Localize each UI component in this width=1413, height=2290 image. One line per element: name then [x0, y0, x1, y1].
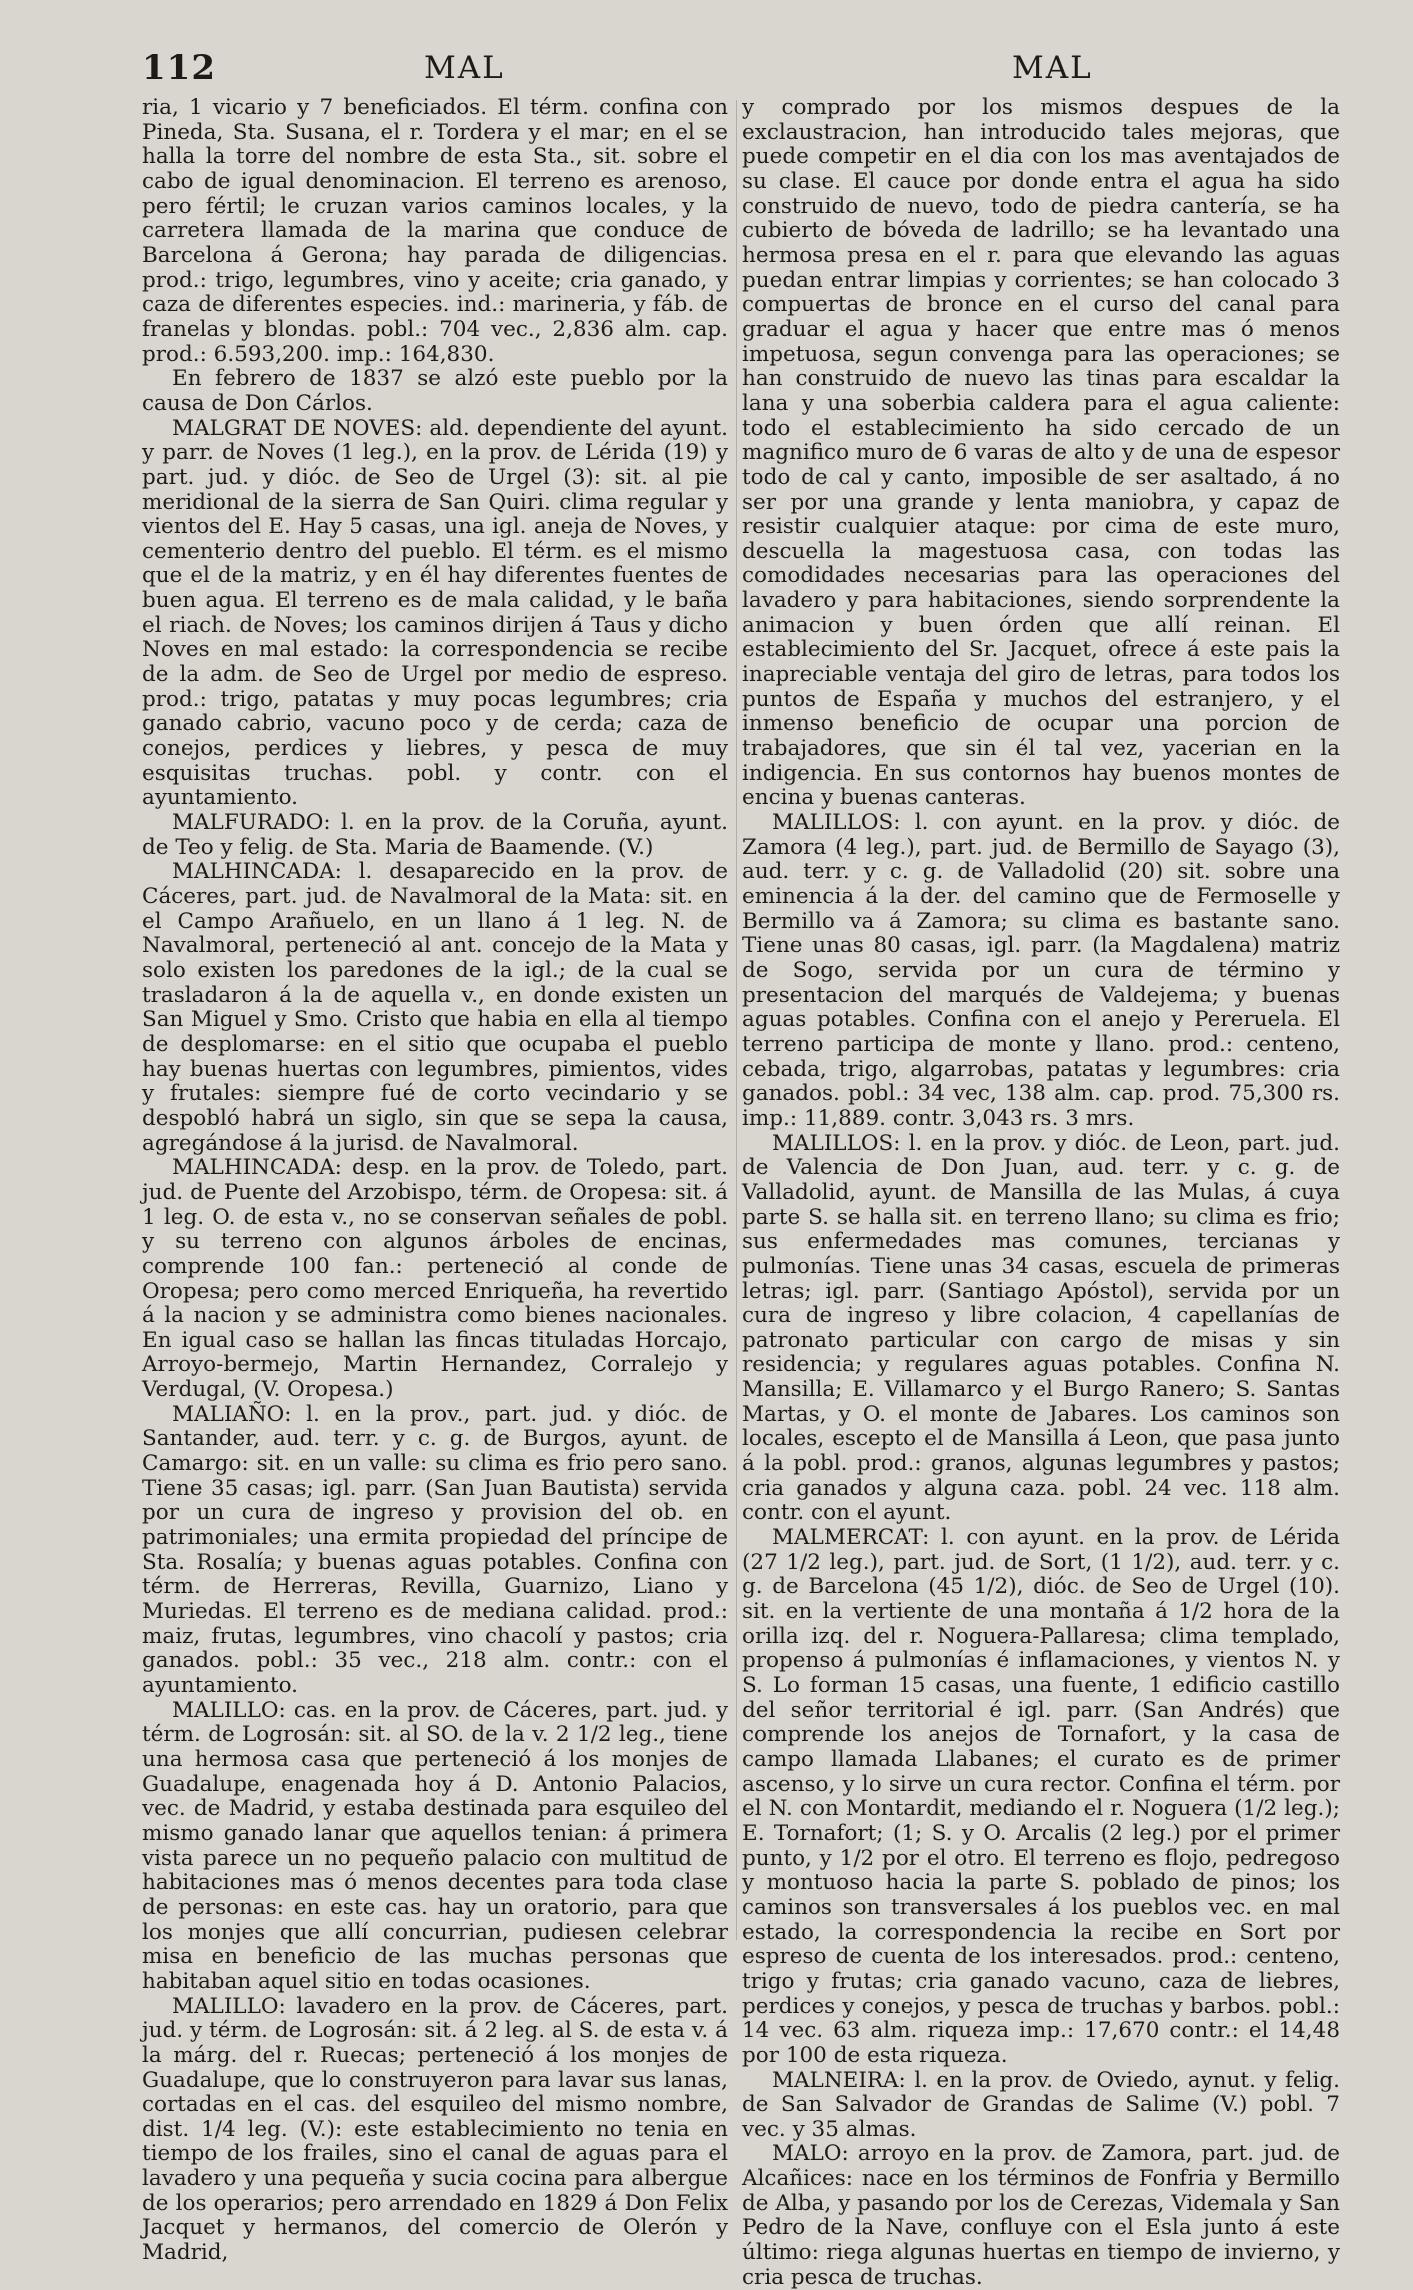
- page-header: [0, 48, 1413, 100]
- entry-paragraph: ria, 1 vicario y 7 beneficiados. El térm. confina con Pineda, Sta. Susana, el r. Tordera y el mar; en el se halla la torre del nombre de esta Sta., sit. sobre el cabo de igual denominacion. El terreno es arenoso, pero fértil; le cruzan varios caminos locales, y la carretera llamada de la marina que conduce de Barcelona á Gerona; hay parada de diligencias. prod.: trigo, legumbres, vino y aceite; cria ganado, y caza de diferentes especies. ind.: marineria, y fáb. de franelas y blondas. pobl.: 704 vec., 2,836 alm. cap. prod.: 6.593,200. imp.: 164,830.: [142, 95, 728, 367]
- right-column: [742, 96, 1340, 2290]
- running-headword-right: MAL: [1012, 50, 1093, 86]
- entry-paragraph: MALHINCADA: desp. en la prov. de Toledo, part. jud. de Puente del Arzobispo, térm. de Oropesa: sit. á 1 leg. O. de esta v., no se conservan señales de pobl. y su terreno con algunos árboles de encinas, comprende 100 fan.: perteneció al conde de Oropesa; pero como merced Enriqueña, ha revertido á la nacion y se administra como bienes nacionales. En igual caso se hallan las fincas tituladas Horcajo, Arroyo-bermejo, Martin Hernandez, Corralejo y Verdugal, (V. Oropesa.): [142, 1155, 728, 1403]
- column-divider: [736, 100, 737, 1940]
- entry-paragraph: MALILLOS: l. en la prov. y dióc. de Leon, part. jud. de Valencia de Don Juan, aud. terr. y c. g. de Valladolid, ayunt. de Mansilla de las Mulas, á cuya parte S. se halla sit. en terreno llano; su clima es frio; sus enfermedades mas comunes, tercianas y pulmonías. Tiene unas 34 casas, escuela de primeras letras; igl. parr. (Santiago Apóstol), servida por un cura de ingreso y libre colacion, 4 capellanías de patronato particular con cargo de misas y sin residencia; y regulares aguas potables. Confina N. Mansilla; E. Villamarco y el Burgo Ranero; S. Santas Martas, y O. el monte de Jabares. Los caminos son locales, escepto el de Mansilla á Leon, que pasa junto á la pobl. prod.: granos, algunas legumbres y pastos; cria ganados y alguna caza. pobl. 24 vec. 118 alm. contr. con el ayunt.: [742, 1130, 1340, 1526]
- entry-paragraph: MALMERCAT: l. con ayunt. en la prov. de Lérida (27 1/2 leg.), part. jud. de Sort, (1 1/2), aud. terr. y c. g. de Barcelona (45 1/2), dióc. de Seo de Urgel (10). sit. en la vertiente de una montaña á 1/2 hora de la orilla izq. del r. Noguera-Pallaresa; clima templado, propenso á pulmonías é inflamaciones, y vientos N. y S. Lo forman 15 casas, una fuente, 1 edificio castillo del señor territorial é igl. parr. (San Andrés) que comprende los anejos de Tornafort, y la casa de campo llamada Llabanes; el curato es de primer ascenso, y lo sirve un cura rector. Confina el térm. por el N. con Montardit, mediando el r. Noguera (1/2 leg.); E. Tornafort; (1; S. y O. Arcalis (2 leg.) por el primer punto, y 1/2 por el otro. El terreno es flojo, pedregoso y montuoso hacia la parte S. poblado de pinos; los caminos son transversales á los pueblos vec. en mal estado, la correspondencia la recibe en Sort por espreso de cuenta de los interesados. prod.: centeno, trigo y frutas; cria ganado vacuno, caza de liebres, perdices y conejos, y pesca de truchas y barbos. pobl.: 14 vec. 63 alm. riqueza imp.: 17,670 contr.: el 14,48 por 100 de esta riqueza.: [742, 1525, 1340, 2068]
- left-column: [142, 96, 728, 2266]
- entry-paragraph: MALO: arroyo en la prov. de Zamora, part. jud. de Alcañices: nace en los términos de Fonfria y Bermillo de Alba, y pasando por los de Cerezas, Videmala y San Pedro de la Nave, confluye con el Esla junto á este último: riega algunas huertas en tiempo de invierno, y cria pesca de truchas.: [742, 2141, 1340, 2290]
- entry-paragraph: MALILLOS: l. con ayunt. en la prov. y dióc. de Zamora (4 leg.), part. jud. de Bermillo de Sayago (3), aud. terr. y c. g. de Valladolid (20) sit. sobre una eminencia á la der. del camino que de Fermoselle y Bermillo va á Zamora; su clima es bastante sano. Tiene unas 80 casas, igl. parr. (la Magdalena) matriz de Sogo, servida por un cura de término y presentacion del marqués de Valdejema; y buenas aguas potables. Confina con el anejo y Pereruela. El terreno participa de monte y llano. prod.: centeno, cebada, trigo, algarrobas, patatas y legumbres: cria ganados. pobl.: 34 vec, 138 alm. cap. prod. 75,300 rs. imp.: 11,889. contr. 3,043 rs. 3 mrs.: [742, 810, 1340, 1131]
- entry-paragraph: y comprado por los mismos despues de la exclaustracion, han introducido tales mejoras, que puede competir en el dia con los mas aventajados de su clase. El cauce por donde entra el agua ha sido construido de nuevo, todo de piedra cantería, se ha cubierto de bóveda de ladrillo; se ha levantado una hermosa presa en el r. para que elevando las aguas puedan entrar limpias y corrientes; se han colocado 3 compuertas de bronce en el curso del canal para graduar el agua y hacer que entre mas ó menos impetuosa, segun convenga para las operaciones; se han construido de nuevo las tinas para escaldar la lana y una soberbia caldera para el agua caliente: todo el establecimiento ha sido cercado de un magnifico muro de 6 varas de alto y de una de espesor todo de cal y canto, imposible de ser asaltado, á no ser por una grande y lenta maniobra, y capaz de resistir cualquier ataque: por cima de este muro, descuella la magestuosa casa, con todas las comodidades necesarias para las operaciones del lavadero y para habitaciones, siendo sorprendente la animacion y buen órden que allí reinan. El establecimiento del Sr. Jacquet, ofrece á este pais la inapreciable ventaja del giro de letras, para todos los puntos de España y muchos del estranjero, y el inmenso beneficio de ocupar una porcion de trabajadores, que sin él tal vez, yacerian en la indigencia. En sus contornos hay buenos montes de encina y buenas canteras.: [742, 95, 1340, 811]
- entry-paragraph: MALILLO: cas. en la prov. de Cáceres, part. jud. y térm. de Logrosán: sit. al SO. de la v. 2 1/2 leg., tiene una hermosa casa que perteneció á los monjes de Guadalupe, enagenada hoy á D. Antonio Palacios, vec. de Madrid, y estaba destinada para esquileo del mismo ganado lanar que aquellos tenian: á primera vista parece un no pequeño palacio con multitud de habitaciones mas ó menos decentes para toda clase de personas: en este cas. hay un oratorio, para que los monjes que allí concurrian, pudiesen celebrar misa en beneficio de las muchas personas que habitaban aquel sitio en todas ocasiones.: [142, 1697, 728, 1994]
- entry-paragraph: MALFURADO: l. en la prov. de la Coruña, ayunt. de Teo y felig. de Sta. Maria de Baamende. (V.): [142, 810, 728, 860]
- page-number: 112: [142, 48, 216, 88]
- entry-paragraph: MALILLO: lavadero en la prov. de Cáceres, part. jud. y térm. de Logrosán: sit. á 2 leg. al S. de esta v. á la márg. del r. Ruecas; perteneció á los monjes de Guadalupe, que lo construyeron para lavar sus lanas, cortadas en el cas. del esquileo del mismo nombre, dist. 1/4 leg. (V.): este establecimiento no tenia en tiempo de los frailes, sino el canal de aguas para el lavadero y una pequeña y sucia cocina para albergue de los operarios; pero arrendado en 1829 á Don Felix Jacquet y hermanos, del comercio de Olerón y Madrid,: [142, 1993, 728, 2266]
- entry-paragraph: MALHINCADA: l. desaparecido en la prov. de Cáceres, part. jud. de Navalmoral de la Mata: sit. en el Campo Arañuelo, en un llano á 1 leg. N. de Navalmoral, perteneció al ant. concejo de la Mata y solo existen los paredones de la igl.; de la cual se trasladaron á la de aquella v., en donde existen un San Miguel y Smo. Cristo que habia en ella al tiempo de desplomarse: en el sitio que ocupaba el pueblo hay buenas huertas con legumbres, pimientos, vides y frutales: siempre fué de corto vecindario y se despobló habrá un siglo, sin que se sepa la causa, agregándose á la jurisd. de Navalmoral.: [142, 859, 728, 1156]
- running-headword-left: MAL: [424, 50, 505, 86]
- entry-paragraph: MALNEIRA: l. en la prov. de Oviedo, aynut. y felig. de San Salvador de Grandas de Salime (V.) pobl. 7 vec. y 35 almas.: [742, 2067, 1340, 2142]
- entry-paragraph: MALGRAT DE NOVES: ald. dependiente del ayunt. y parr. de Noves (1 leg.), en la prov. de Lérida (19) y part. jud. y dióc. de Seo de Urgel (3): sit. al pie meridional de la sierra de San Quiri. clima regular y vientos del E. Hay 5 casas, una igl. aneja de Noves, y cementerio dentro del pueblo. El térm. es el mismo que el de la matriz, y en él hay diferentes fuentes de buen agua. El terreno es de mala calidad, y le baña el riach. de Noves; los caminos dirijen á Taus y dicho Noves en mal estado: la correspondencia se recibe de la adm. de Seo de Urgel por medio de espreso. prod.: trigo, patatas y muy pocas legumbres; cria ganado cabrio, vacuno poco y de cerda; caza de conejos, perdices y liebres, y pesca de muy esquisitas truchas. pobl. y contr. con el ayuntamiento.: [142, 415, 728, 811]
- entry-paragraph: MALIAÑO: l. en la prov., part. jud. y dióc. de Santander, aud. terr. y c. g. de Burgos, ayunt. de Camargo: sit. en un valle: su clima es frio pero sano. Tiene 35 casas; igl. parr. (San Juan Bautista) servida por un cura de ingreso y provision del ob. en patrimoniales; una ermita propiedad del príncipe de Sta. Rosalía; y buenas aguas potables. Confina con térm. de Herreras, Revilla, Guarnizo, Liano y Muriedas. El terreno es de mediana calidad. prod.: maiz, frutas, legumbres, vino chacolí y pastos; cria ganados. pobl.: 35 vec., 218 alm. contr.: con el ayuntamiento.: [142, 1401, 728, 1698]
- entry-paragraph: En febrero de 1837 se alzó este pueblo por la causa de Don Cárlos.: [142, 366, 728, 416]
